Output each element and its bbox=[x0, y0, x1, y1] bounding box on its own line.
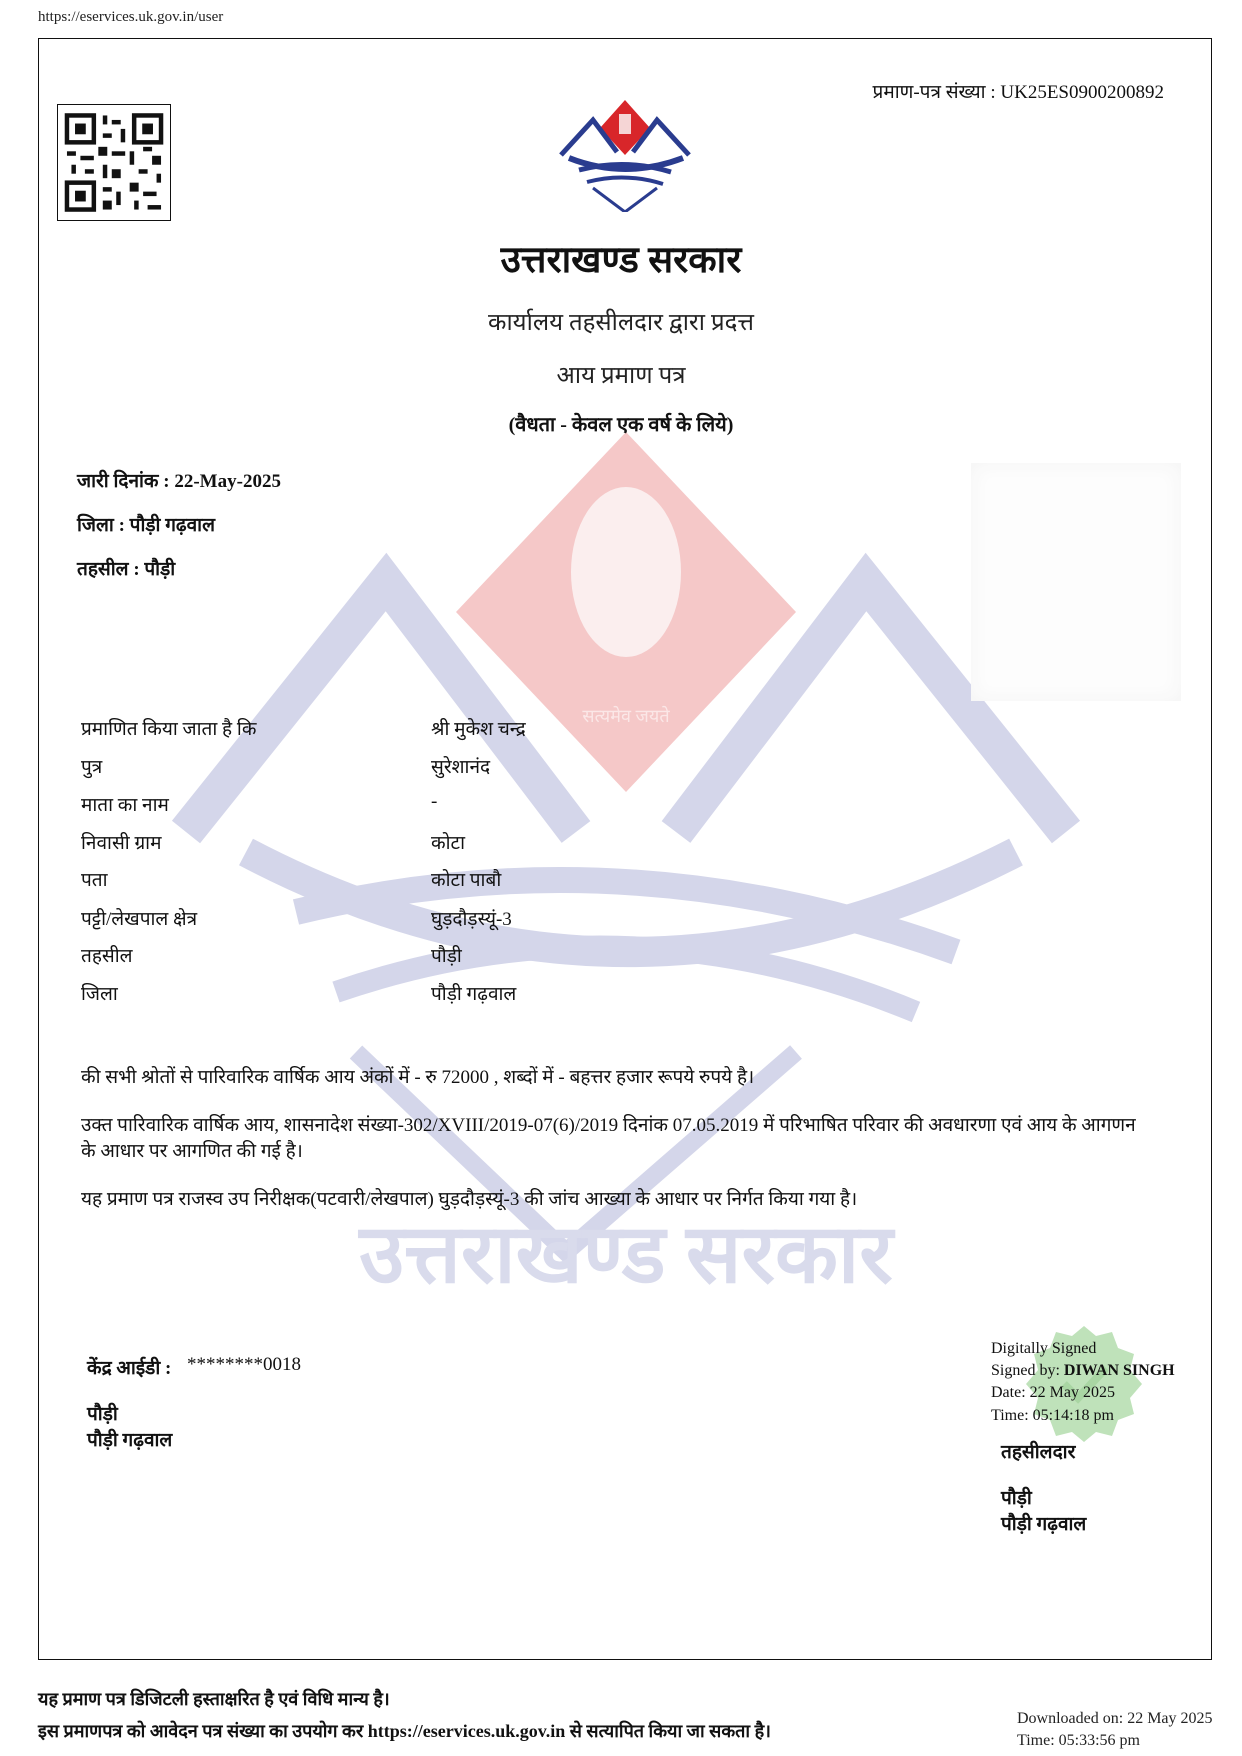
issue-date bbox=[77, 467, 281, 493]
issue-date-label: जारी दिनांक : bbox=[77, 471, 175, 492]
detail-row bbox=[81, 753, 491, 779]
tehsil: तहसील : पौड़ी bbox=[77, 559, 176, 580]
detail-value: घुड़दौड़स्यूं-3 bbox=[431, 909, 512, 930]
detail-label: प्रमाणित किया जाता है कि bbox=[81, 719, 257, 740]
detail-value: कोटा bbox=[431, 833, 466, 854]
center-place-2: पौड़ी गढ़वाल bbox=[87, 1430, 173, 1451]
detail-value: सुरेशानंद bbox=[431, 757, 491, 778]
signed-by-label: Signed by: bbox=[991, 1362, 1064, 1379]
watermark-motto: सत्यमेव जयते bbox=[582, 706, 670, 726]
detail-row bbox=[81, 980, 517, 1006]
signature-date: Date: 22 May 2025 bbox=[991, 1384, 1115, 1401]
signed-by bbox=[991, 1362, 1175, 1380]
qr-code-icon bbox=[58, 105, 170, 220]
validity-note: (वैधता - केवल एक वर्ष के लिये) bbox=[508, 414, 734, 436]
center-id-label: केंद्र आईडी : bbox=[87, 1358, 172, 1379]
district: जिला : पौड़ी गढ़वाल bbox=[77, 515, 215, 536]
issue-date-value: 22-May-2025 bbox=[174, 471, 281, 492]
footer-validity-note: यह प्रमाण पत्र डिजिटली हस्ताक्षरित है एवं विधि मान्य है। bbox=[38, 1689, 390, 1709]
government-title: उत्तराखण्ड सरकार bbox=[500, 240, 742, 281]
detail-label: पट्टी/लेखपाल क्षेत्र bbox=[81, 909, 198, 930]
income-statement: की सभी श्रोतों से पारिवारिक वार्षिक आय अंकों में - रु 72000 , शब्दों में - बहत्तर हजार रूपये रुपये है। bbox=[81, 1067, 755, 1088]
downloaded-on: Downloaded on: 22 May 2025 bbox=[1017, 1710, 1213, 1727]
detail-row bbox=[81, 905, 512, 931]
issuance-note: यह प्रमाण पत्र राजस्व उप निरीक्षक(पटवारी/लेखपाल) घुड़दौड़स्यूं-3 की जांच आख्या के आधार पर निर्गत किया गया है। bbox=[81, 1189, 858, 1210]
signature-time: Time: 05:14:18 pm bbox=[991, 1407, 1114, 1424]
detail-row bbox=[81, 791, 438, 817]
signer-designation: तहसीलदार bbox=[1001, 1442, 1076, 1463]
detail-label: पुत्र bbox=[81, 757, 103, 778]
footer-verification-note: इस प्रमाणपत्र को आवेदन पत्र संख्या का उपयोग कर https://eservices.uk.gov.in से सत्यापित किया जा सकता है। bbox=[38, 1721, 771, 1741]
signer-place-1: पौड़ी bbox=[1001, 1488, 1032, 1509]
qr-code bbox=[57, 104, 171, 221]
detail-value: पौड़ी गढ़वाल bbox=[431, 984, 517, 1005]
signature-status: Digitally Signed bbox=[991, 1340, 1097, 1357]
issuing-office: कार्यालय तहसीलदार द्वारा प्रदत्त bbox=[488, 310, 754, 336]
center-id-value: ********0018 bbox=[187, 1354, 301, 1375]
document-type: आय प्रमाण पत्र bbox=[556, 363, 686, 389]
detail-label: पता bbox=[81, 870, 108, 891]
uttarakhand-logo bbox=[555, 100, 695, 212]
center-place-1: पौड़ी bbox=[87, 1404, 118, 1425]
detail-label: निवासी ग्राम bbox=[81, 833, 162, 854]
applicant-photo bbox=[971, 463, 1181, 701]
certificate-number: प्रमाण-पत्र संख्या : UK25ES0900200892 bbox=[872, 82, 1164, 103]
page-url: https://eservices.uk.gov.in/user bbox=[38, 9, 224, 25]
signer-name: DIWAN SINGH bbox=[1063, 1362, 1175, 1379]
detail-label: जिला bbox=[81, 984, 118, 1005]
detail-label: तहसील bbox=[81, 946, 133, 967]
detail-value: पौड़ी bbox=[431, 946, 462, 967]
detail-value: श्री मुकेश चन्द्र bbox=[431, 719, 526, 740]
detail-row bbox=[81, 829, 466, 855]
detail-row bbox=[81, 942, 462, 968]
detail-value: कोटा पाबौ bbox=[431, 870, 502, 891]
detail-value: - bbox=[431, 791, 438, 812]
detail-row bbox=[81, 866, 502, 892]
detail-label: माता का नाम bbox=[81, 795, 169, 816]
watermark-text: उत्तराखण्ड सरकार bbox=[359, 1209, 893, 1300]
income-basis: उक्त पारिवारिक वार्षिक आय, शासनादेश संख्या-302/XVIII/2019-07(6)/2019 दिनांक 07.05.2019 में परिभाषित परिवार की अवधारणा एवं आय के आगणन के आधार पर आगणित की गई है। bbox=[81, 1115, 1136, 1162]
downloaded-time: Time: 05:33:56 pm bbox=[1017, 1732, 1140, 1749]
signer-place-2: पौड़ी गढ़वाल bbox=[1001, 1514, 1087, 1535]
detail-row bbox=[81, 715, 526, 741]
